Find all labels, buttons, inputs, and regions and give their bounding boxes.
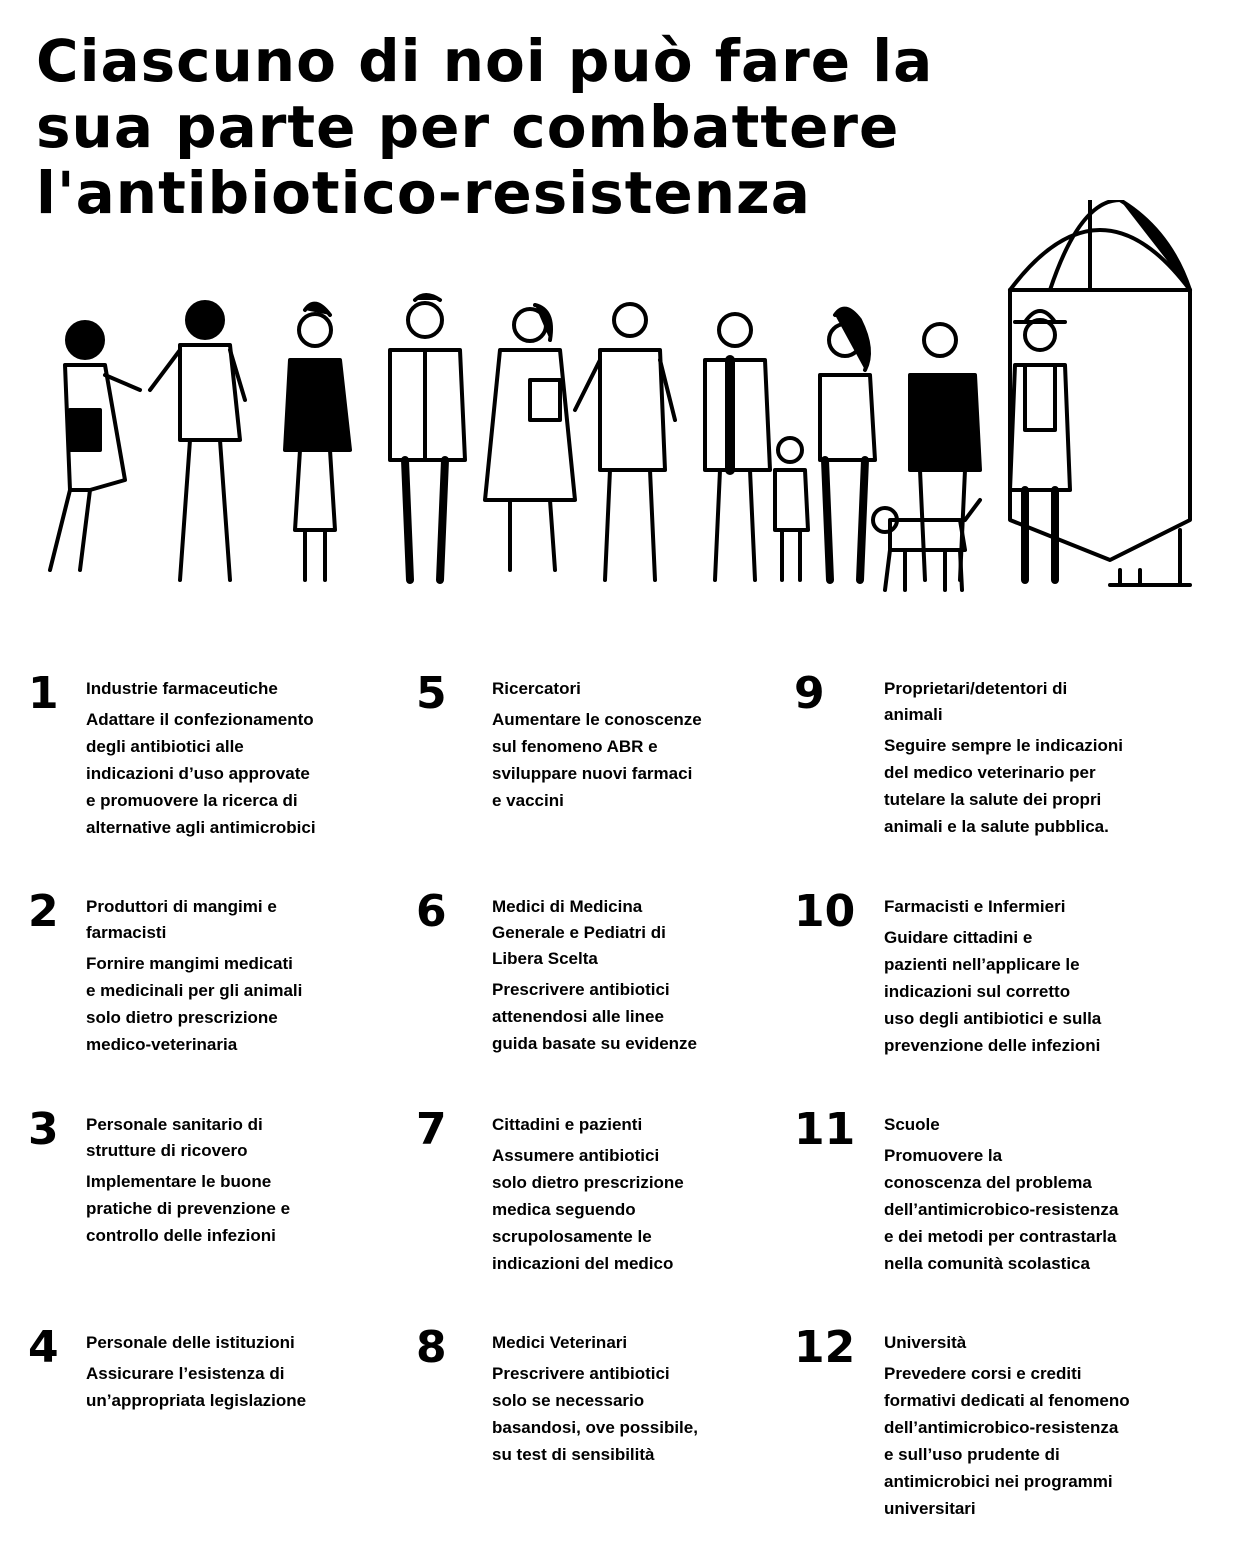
text-line: Promuovere la	[884, 1146, 1003, 1165]
text-line: e vaccini	[492, 791, 564, 810]
text-line: del medico veterinario per	[884, 763, 1096, 782]
item-description	[86, 1168, 406, 1249]
item-heading	[86, 894, 406, 946]
text-line: Proprietari/detentori di	[884, 679, 1068, 698]
text-line: sviluppare nuovi farmaci	[492, 764, 693, 783]
item-number: 12	[794, 1322, 856, 1373]
text-line: nella comunità scolastica	[884, 1254, 1090, 1273]
text-line: animali e la salute pubblica.	[884, 817, 1109, 836]
child-icon	[775, 438, 808, 580]
item-number: 11	[794, 1104, 856, 1155]
item-description	[884, 1360, 1204, 1522]
text-line: Prevedere corsi e crediti	[884, 1364, 1082, 1383]
text-line: sul fenomeno ABR e	[492, 737, 658, 756]
item-number: 7	[416, 1104, 447, 1155]
item-number: 6	[416, 886, 447, 937]
text-line: conoscenza del problema	[884, 1173, 1092, 1192]
item-description	[884, 732, 1204, 840]
text-line: guida basate su evidenze	[492, 1034, 698, 1053]
item-number: 10	[794, 886, 856, 937]
text-line: Aumentare le conoscenze	[492, 710, 702, 729]
item-heading: Università	[884, 1333, 967, 1352]
item-description	[884, 924, 1204, 1059]
text-line: Prescrivere antibiotici	[492, 980, 670, 999]
title-line-2: sua parte per combattere	[36, 93, 900, 161]
text-line: Seguire sempre le indicazioni	[884, 736, 1124, 755]
person-icon	[150, 302, 245, 580]
text-line: Fornire mangimi medicati	[86, 954, 293, 973]
text-line: farmacisti	[86, 923, 167, 942]
item-description	[86, 950, 406, 1058]
text-line: Libera Scelta	[492, 949, 598, 968]
text-line: animali	[884, 705, 943, 724]
text-line: degli antibiotici alle	[86, 737, 244, 756]
item-heading	[492, 894, 782, 972]
item-heading	[884, 676, 1204, 728]
text-line: un’appropriata legislazione	[86, 1391, 307, 1410]
person-icon	[820, 309, 875, 580]
person-icon	[50, 322, 140, 570]
text-line: Generale e Pediatri di	[492, 923, 666, 942]
person-icon	[390, 295, 465, 580]
text-line: formativi dedicati al fenomeno	[884, 1391, 1130, 1410]
text-line: Medici di Medicina	[492, 897, 643, 916]
text-line: strutture di ricovero	[86, 1141, 248, 1160]
item-heading	[86, 1112, 406, 1164]
text-line: Assicurare l’esistenza di	[86, 1364, 285, 1383]
page-title	[36, 28, 1036, 226]
text-line: scrupolosamente le	[492, 1227, 652, 1246]
text-line: Personale sanitario di	[86, 1115, 263, 1134]
item-heading: Personale delle istituzioni	[86, 1333, 295, 1352]
person-icon	[485, 305, 575, 570]
text-line: Assumere antibiotici	[492, 1146, 660, 1165]
item-description	[884, 1142, 1204, 1277]
text-line: Guidare cittadini e	[884, 928, 1033, 947]
text-line: pazienti nell’applicare le	[884, 955, 1080, 974]
item-heading: Industrie farmaceutiche	[86, 679, 278, 698]
item-heading: Medici Veterinari	[492, 1333, 628, 1352]
text-line: attenendosi alle linee	[492, 1007, 664, 1026]
item-description	[492, 1360, 782, 1468]
item-number: 8	[416, 1322, 447, 1373]
person-icon	[285, 304, 350, 580]
item-heading: Farmacisti e Infermieri	[884, 897, 1066, 916]
title-line-3: l'antibiotico-resistenza	[36, 159, 811, 227]
item-description	[86, 706, 406, 841]
text-line: e promuovere la ricerca di	[86, 791, 298, 810]
text-line: Prescrivere antibiotici	[492, 1364, 670, 1383]
item-description	[492, 706, 782, 814]
text-line: alternative agli antimicrobici	[86, 818, 316, 837]
item-number: 1	[28, 668, 59, 719]
item-heading: Scuole	[884, 1115, 940, 1134]
text-line: controllo delle infezioni	[86, 1226, 276, 1245]
text-line: tutelare la salute dei propri	[884, 790, 1102, 809]
item-description	[492, 1142, 782, 1277]
text-line: pratiche di prevenzione e	[86, 1199, 291, 1218]
text-line: dell’antimicrobico-resistenza	[884, 1418, 1119, 1437]
text-line: prevenzione delle infezioni	[884, 1036, 1101, 1055]
text-line: basandosi, ove possibile,	[492, 1418, 698, 1437]
text-line: uso degli antibiotici e sulla	[884, 1009, 1102, 1028]
text-line: universitari	[884, 1499, 976, 1518]
text-line: solo se necessario	[492, 1391, 645, 1410]
text-line: solo dietro prescrizione	[492, 1173, 684, 1192]
text-line: indicazioni d’uso approvate	[86, 764, 310, 783]
silo-icon	[1010, 200, 1190, 585]
text-line: Implementare le buone	[86, 1172, 272, 1191]
item-number: 2	[28, 886, 59, 937]
text-line: Produttori di mangimi e	[86, 897, 277, 916]
people-group-illustration	[30, 200, 1210, 620]
item-number: 4	[28, 1322, 59, 1373]
text-line: e dei metodi per contrastarla	[884, 1227, 1117, 1246]
text-line: medica seguendo	[492, 1200, 636, 1219]
text-line: e medicinali per gli animali	[86, 981, 303, 1000]
text-line: dell’antimicrobico-resistenza	[884, 1200, 1119, 1219]
item-description	[86, 1360, 406, 1414]
item-heading: Cittadini e pazienti	[492, 1115, 643, 1134]
person-icon	[575, 304, 675, 580]
item-number: 9	[794, 668, 825, 719]
text-line: medico-veterinaria	[86, 1035, 238, 1054]
person-icon	[910, 324, 980, 580]
item-number: 3	[28, 1104, 59, 1155]
text-line: Adattare il confezionamento	[86, 710, 314, 729]
text-line: solo dietro prescrizione	[86, 1008, 278, 1027]
item-description	[492, 976, 782, 1057]
item-number: 5	[416, 668, 447, 719]
text-line: su test di sensibilità	[492, 1445, 655, 1464]
text-line: antimicrobici nei programmi	[884, 1472, 1113, 1491]
person-icon	[705, 314, 770, 580]
text-line: indicazioni sul corretto	[884, 982, 1071, 1001]
item-heading: Ricercatori	[492, 679, 581, 698]
text-line: indicazioni del medico	[492, 1254, 674, 1273]
text-line: e sull’uso prudente di	[884, 1445, 1060, 1464]
title-line-1: Ciascuno di noi può fare la	[36, 27, 934, 95]
